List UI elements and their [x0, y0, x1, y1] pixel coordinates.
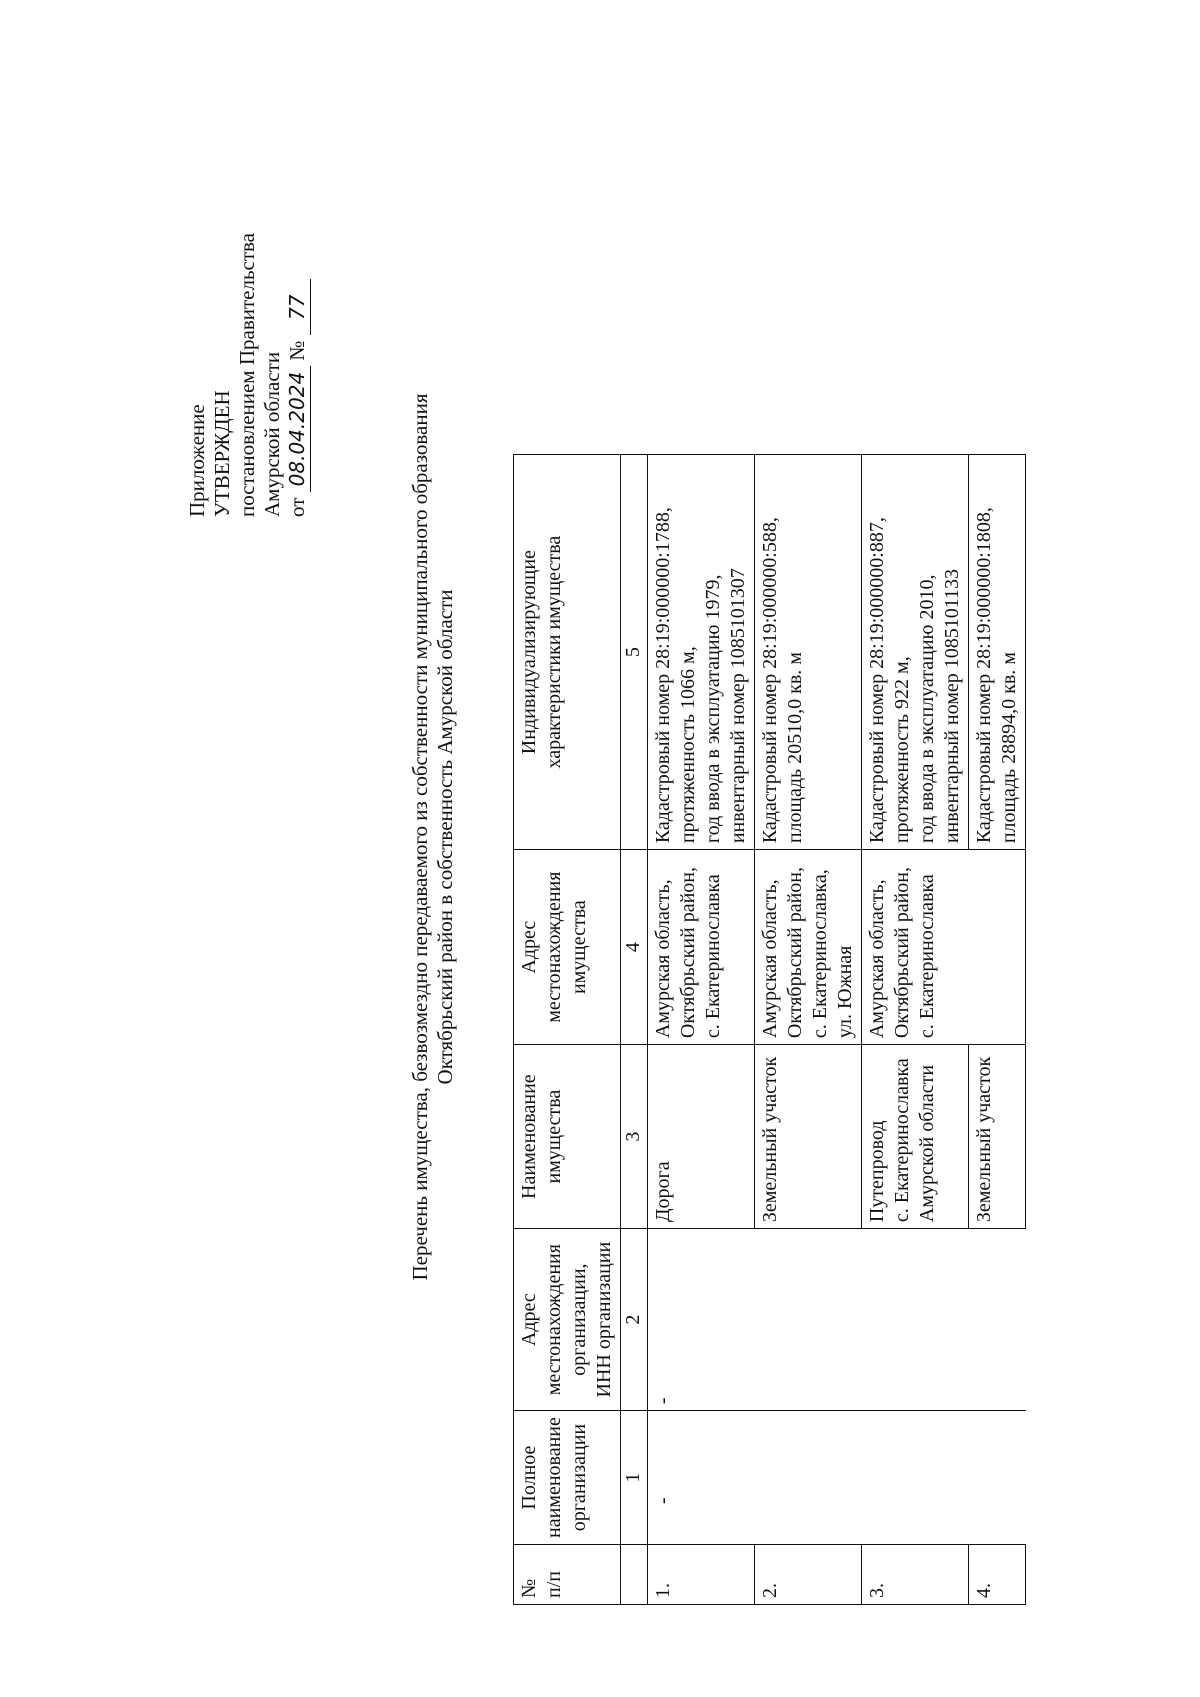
table-row [755, 455, 862, 1605]
approval-resolution: постановлением Правительства [235, 232, 259, 517]
property-address-cell-line: с. Екатеринославка [702, 874, 724, 1039]
table-header [514, 455, 648, 1605]
property-name-cell-line: Земельный участок [973, 1056, 995, 1223]
property-address-cell-line: Амурская область, [652, 879, 674, 1039]
header-property-name-line: Наименование [518, 1074, 540, 1199]
property-address-cell [648, 850, 755, 1045]
property-details-cell-line: Кадастровый номер 28:19:000000:887, [866, 517, 888, 844]
column-number [621, 1545, 648, 1605]
header-org-name-line: наименование [543, 1417, 565, 1538]
row-number: 1. [648, 1545, 755, 1605]
property-details-cell-line: инвентарный номер 1085101133 [941, 569, 963, 844]
header-number-line: п/п [543, 1571, 565, 1598]
property-address-cell-line: Амурская область, [866, 879, 888, 1039]
approval-region: Амурской области [260, 351, 284, 517]
property-address-cell [862, 850, 969, 1045]
row-number: 3. [862, 1545, 969, 1605]
approval-block [185, 97, 311, 517]
header-property-address [514, 850, 621, 1045]
property-details-cell-line: Кадастровый номер 28:19:000000:1808, [973, 507, 995, 844]
org-name-cell [969, 1411, 1026, 1545]
property-details-cell [969, 455, 1026, 850]
document-title [408, 157, 458, 1517]
table-row [969, 455, 1026, 1605]
org-address-cell [862, 1229, 969, 1411]
org-address-cell: - [648, 1229, 755, 1411]
org-address-cell [969, 1229, 1026, 1411]
header-org-address-line: Адрес [518, 1293, 540, 1347]
property-details-cell-line: протяженность 922 м, [891, 656, 913, 844]
header-property-address-line: местонахождения [543, 871, 565, 1023]
property-details-cell-line: год ввода в эксплуатацию 1979, [702, 574, 724, 844]
property-name-cell-line: Дорога [652, 1161, 674, 1223]
header-row [514, 455, 621, 1605]
property-name-cell [969, 1045, 1026, 1229]
row-number: 2. [755, 1545, 862, 1605]
property-details-cell [648, 455, 755, 850]
column-number: 5 [621, 455, 648, 850]
property-address-cell-line: Октябрьский район, [891, 866, 913, 1039]
header-org-address [514, 1229, 621, 1411]
table-body [648, 455, 1026, 1605]
org-name-cell [862, 1411, 969, 1545]
header-property-details [514, 455, 621, 850]
property-address-cell-line: Октябрьский район, [677, 866, 699, 1039]
handwritten-date: 08.04.2024 [285, 366, 311, 493]
header-property-details-line: Индивидуализирующие [518, 550, 540, 755]
property-name-cell-line: Путепровод [866, 1120, 888, 1223]
property-address-cell-line: с. Екатеринославка, [809, 869, 831, 1039]
header-number-line: № [518, 1578, 540, 1598]
column-number: 1 [621, 1411, 648, 1545]
property-name-cell [648, 1045, 755, 1229]
header-org-address-line: ИНН организации [593, 1241, 615, 1398]
header-property-address-line: имущества [568, 900, 590, 995]
property-details-cell-line: год ввода в эксплуатацию 2010, [916, 574, 938, 844]
property-details-cell-line: площадь 20510,0 кв. м [784, 652, 806, 844]
header-property-name-line: имущества [543, 1089, 565, 1184]
header-property-name [514, 1045, 621, 1229]
property-name-cell-line: Земельный участок [759, 1056, 781, 1223]
property-address-cell [969, 850, 1026, 1045]
column-number: 4 [621, 850, 648, 1045]
property-address-cell-line: Октябрьский район, [784, 866, 806, 1039]
table-row [862, 455, 969, 1605]
property-name-cell [862, 1045, 969, 1229]
property-details-cell [862, 455, 969, 850]
org-address-cell [755, 1229, 862, 1411]
title-line-1: Перечень имущества, безвозмездно передаваемого из собственности муниципального образования [408, 393, 432, 1281]
org-name-cell [755, 1411, 862, 1545]
header-property-details-line: характеристики имущества [543, 535, 565, 769]
property-address-cell [755, 850, 862, 1045]
date-prefix: от [285, 497, 309, 517]
column-number: 3 [621, 1045, 648, 1229]
property-name-cell-line: Амурской области [916, 1064, 938, 1223]
approval-approved: УТВЕРЖДЕН [210, 390, 234, 517]
property-address-cell-line: с. Екатеринославка [916, 874, 938, 1039]
column-number: 2 [621, 1229, 648, 1411]
org-name-cell: - [648, 1411, 755, 1545]
property-name-cell-line: с. Екатеринославка [891, 1058, 913, 1223]
column-number-row [621, 455, 648, 1605]
property-details-cell-line: Кадастровый номер 28:19:000000:588, [759, 517, 781, 844]
property-details-cell-line: площадь 28894,0 кв. м [998, 652, 1020, 844]
header-number [514, 1545, 621, 1605]
title-line-2: Октябрьский район в собственность Амурской области [433, 589, 457, 1085]
approval-appendix: Приложение [185, 404, 209, 517]
property-details-cell-line: протяженность 1066 м, [677, 646, 699, 844]
header-property-address-line: Адрес [518, 920, 540, 974]
header-org-address-line: организации, [568, 1263, 590, 1376]
table-row [648, 455, 755, 1605]
header-org-name-line: организации [568, 1423, 590, 1532]
property-details-cell [755, 455, 862, 850]
row-number: 4. [969, 1545, 1026, 1605]
property-details-cell-line: инвентарный номер 1085101307 [727, 568, 749, 844]
header-org-name-line: Полное [518, 1445, 540, 1510]
number-prefix: № [285, 340, 309, 361]
property-address-cell-line: ул. Южная [834, 945, 856, 1039]
property-name-cell [755, 1045, 862, 1229]
header-org-address-line: местонахождения [543, 1244, 565, 1396]
handwritten-number: 77 [285, 279, 311, 335]
approval-date-line [285, 97, 311, 517]
property-details-cell-line: Кадастровый номер 28:19:000000:1788, [652, 507, 674, 844]
property-table [513, 454, 1026, 1605]
property-address-cell-line: Амурская область, [759, 879, 781, 1039]
header-org-name [514, 1411, 621, 1545]
